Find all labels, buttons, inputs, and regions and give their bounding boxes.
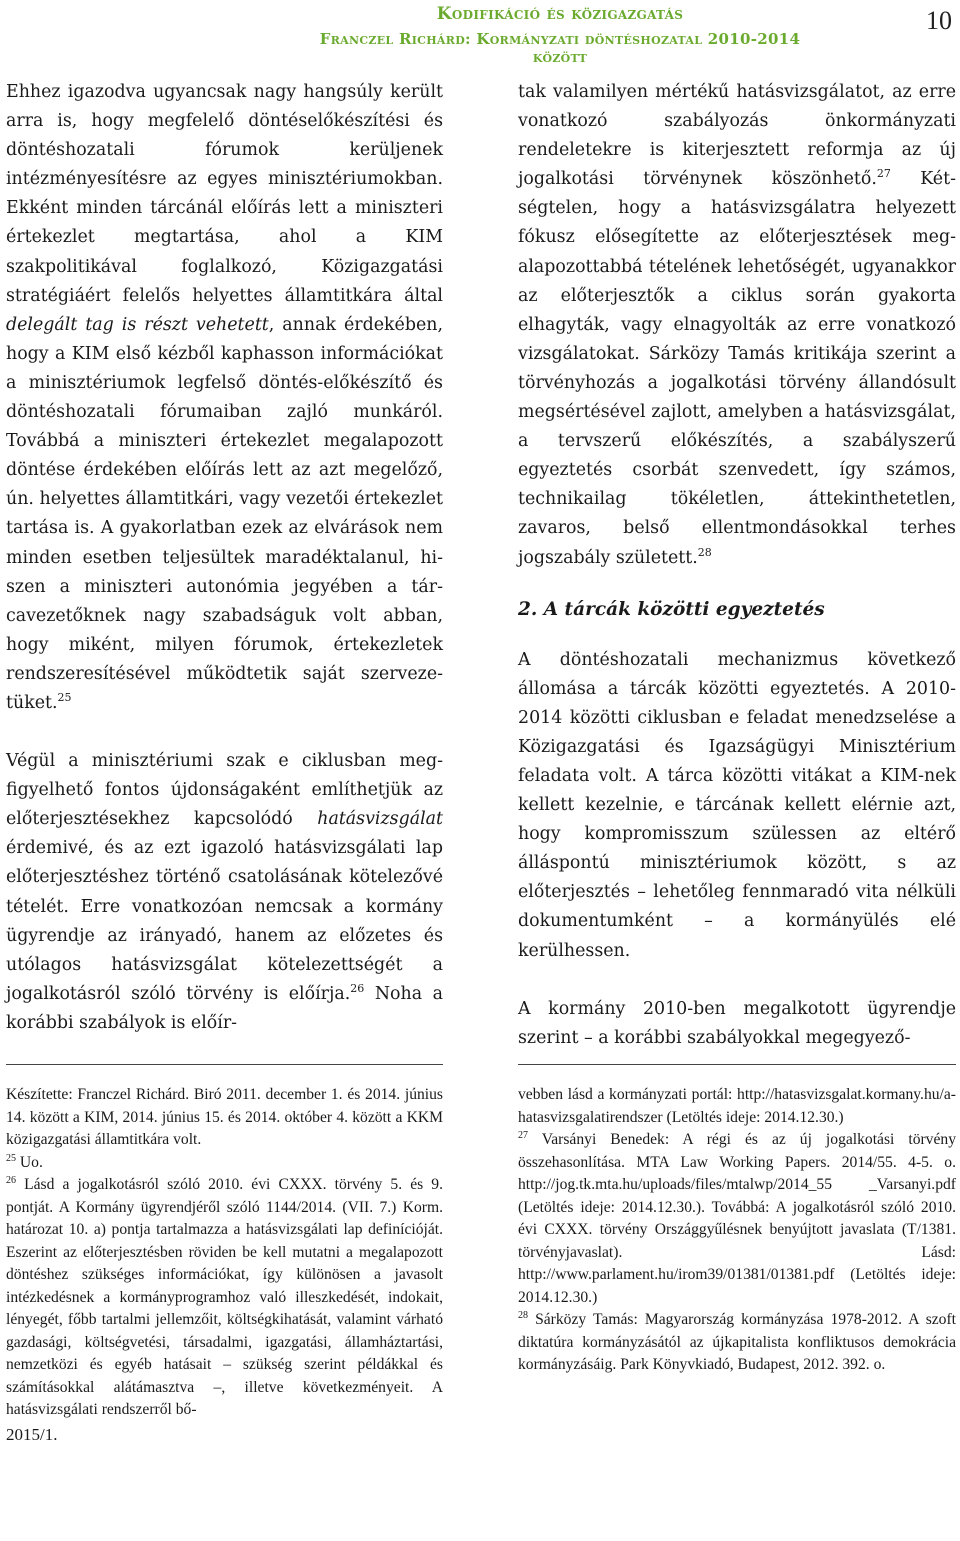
footnote-number: 26: [6, 1174, 16, 1186]
footnote-number: 27: [518, 1129, 528, 1141]
footnote-text: Varsányi Benedek: A régi és az új jogalkotási törvény összehasonlítása. MTA Law Working Papers. 2014/55. 4-5. o. http://jog.tk.mta.hu/uploads/files/mtalwp/2014_55 _Varsanyi.pdf (Letöltés ideje: 2014.12.30.). Továbbá: A jogalkotásról szóló 2010. évi CXXX. törvény Országgyűlésnek benyújtott javaslata (T/1381. törvényjavaslat). Lásd: http://www.parlament.hu/irom39/01381/01381.pdf (Letöltés ideje: 2014.12.30.): [518, 1131, 956, 1306]
footnote: vebben lásd a kormányzati portál: http://hatasvizsgalat.kormany.hu/a-hatasvizsgalatirendszer (Letöltés ideje: 2014.12.30.): [518, 1086, 956, 1126]
footnote-divider: [6, 1064, 443, 1065]
paragraph: [6, 78, 443, 718]
page-number: 10: [926, 6, 952, 35]
paragraph: [6, 747, 443, 1038]
text-run: Végül a minisztériumi szak e ciklusban megfigyelhető fontos újdonságaként említhetjük az előterjesztésekhez kapcsolódó: [6, 751, 443, 830]
emphasis: delegált tag is részt vehetett: [6, 314, 269, 335]
footnote-number: 25: [6, 1152, 16, 1164]
footnote-text: Sárközy Tamás: Magyarország kormányzása 1978-2012. A szoft diktatúra kormányzásától az újkapitalista konfliktusos demokrácia kormányzásáig. Park Könyvkiadó, Budapest, 2012. 392. o.: [518, 1311, 956, 1373]
footnote-ref: 26: [350, 982, 365, 996]
footnote: Készítette: Franczel Richárd. Biró 2011. december 1. és 2014. június 14. között a KIM, 2014. június 15. és 2014. október 4. között a KKM közigazgatási államtitkára volt.: [6, 1086, 443, 1148]
text-run: tak valamilyen mértékű hatásvizsgálatot, az erre vonatkozó szabályozás önkormányzati rendeletekre is kiterjesztett reformja az új jogalkotási törvénynek köszönhető.: [518, 82, 956, 190]
footnote: [6, 1174, 443, 1422]
footnotes-right: [518, 1084, 956, 1377]
footnote-text: Uo.: [16, 1153, 43, 1171]
journal-title: Kodifikáció és közigazgatás: [436, 4, 684, 24]
footnote: [6, 1152, 443, 1175]
footnotes-left: [6, 1084, 443, 1446]
right-column: [518, 78, 956, 1053]
text-run: Ehhez igazodva ugyancsak nagy hangsúly került arra is, hogy megfelelő döntéselőkészítési és döntéshozatali fórumok kerüljenek intézményesítésre az egyes minisztériumokban. Ekként minden tárcánál előírás lett a miniszteri értekezlet megtartása, ahol a KIM szakpolitikával foglalkozó, Közigazgatási stratégiáért felelős helyettes államtitkára által: [6, 82, 443, 306]
text-run: Kétségtelen, hogy a hatásvizsgálatra helyezett fókusz elősegítette az előterjesztések megalapozottabbá tételének lehetőségét, ugyanakkor az előterjesztők a ciklus során gyakorta elhagyták, vagy elnagyolták az erre vonatkozó vizsgálatokat. Sárközy Tamás kritikája szerint a törvényhozás a jogalkotási törvény állandósult megsértésével zajlott, amelyben a hatásvizsgálat, a tervszerű előkészítés, a szabályszerű egyeztetés csorbát szenvedett, így számos, technikailag tökéletlen, áttekinthetetlen, zavaros, belső ellentmondásokkal terhes jogszabály született.: [518, 169, 956, 568]
text-run: Noha a korábbi szabályok is előír-: [6, 983, 443, 1033]
paragraph: A kormány 2010-ben megalkotott ügyrendje szerint – a korábbi szabályokkal megegyező-: [518, 998, 956, 1048]
paragraph: A döntéshozatali mechanizmus következő állomása a tárcák közötti egyeztetés. A 2010-2014 közötti ciklusban e feladat menedzselése a Közigazgatási és Igazságügyi Minisztérium feladata volt. A tárca közötti vitákat a KIM-nek kellett kezelnie, e tárcának kellett elérnie azt, hogy kompromisszum szülessen az eltérő álláspontú minisztériumok között, s az előterjesztés – lehetőleg fennmaradó vita nélküli dokumentumként – a kormányülés elé kerülhessen.: [518, 649, 956, 961]
article-title: Franczel Richárd: Kormányzati döntéshozatal 2010-2014 között: [319, 30, 801, 66]
text-run: érdemivé, és az ezt igazoló hatásvizsgálati lap előterjesztéshez történő csatolásának kötelezővé tételét. Erre vonatkozóan nemcsak a kormány ügyrendje az irányadó, hanem az előzetes és utólagos hatásvizsgálat kötelezettségét a jogalkotásról szóló törvény is előírja.: [6, 838, 443, 1004]
footnote-continuation: 2015/1.: [6, 1424, 58, 1444]
page-header: [0, 4, 960, 66]
emphasis: hatásvizsgálat: [317, 809, 443, 830]
footnote-divider: [518, 1064, 956, 1065]
footnote-number: 28: [518, 1309, 528, 1321]
footnote-ref: 28: [697, 545, 712, 559]
footnote: [518, 1129, 956, 1309]
text-run: , annak érdekében, hogy a KIM első kézből kaphasson információkat a minisztériumok legfelső döntés-előkészítő és döntéshozatali fórumaiban zajló munkáról. Továbbá a miniszteri értekezlet megalapozott döntése érdekében előírás lett az azt megelőző, ún. helyettes államtitkári, vagy vezetői értekezlet tartása is. A gyakorlatban ezek az elvárások nem minden esetben teljesültek maradéktalanul, hiszen a miniszteri autonómia jegyében a tárcavezetőknek nagy szabadságuk volt abban, hogy miként, milyen fórumok, értekezletek rendszeresítésével működtetik saját szervezetüket.: [6, 314, 443, 713]
footnote: [518, 1309, 956, 1377]
footnote-ref: 25: [57, 691, 72, 705]
section-heading: 2. A tárcák közötti egyeztetés: [518, 598, 825, 620]
footnote-ref: 27: [876, 167, 891, 181]
paragraph: [518, 78, 956, 573]
footnote-text: Lásd a jogalkotásról szóló 2010. évi CXXX. törvény 5. és 9. pontját. A Kormány ügyrendjéről szóló 1144/2014. (VII. 7.) Korm. határozat 10. a) pontja tartalmazza a hatásvizsgálati lap definícióját. Eszerint az előterjesztésben röviden be kell mutatni a megalapozott döntéshez szükséges információkat, így különösen a javasolt intézkedésnek a kormányprogramhoz való illeszkedését, indokait, lényegét, főbb tartalmi jellemzőit, költségkihatását, valamint várható gazdasági, költségvetési, társadalmi, igazgatási, államháztartási, nemzetközi és egyéb hatásait – szükség szerint példákkal és számításokkal alátámasztva –, illetve következményeit. A hatásvizsgálati rendszerről bő-: [6, 1176, 443, 1418]
left-column: [6, 78, 443, 1038]
